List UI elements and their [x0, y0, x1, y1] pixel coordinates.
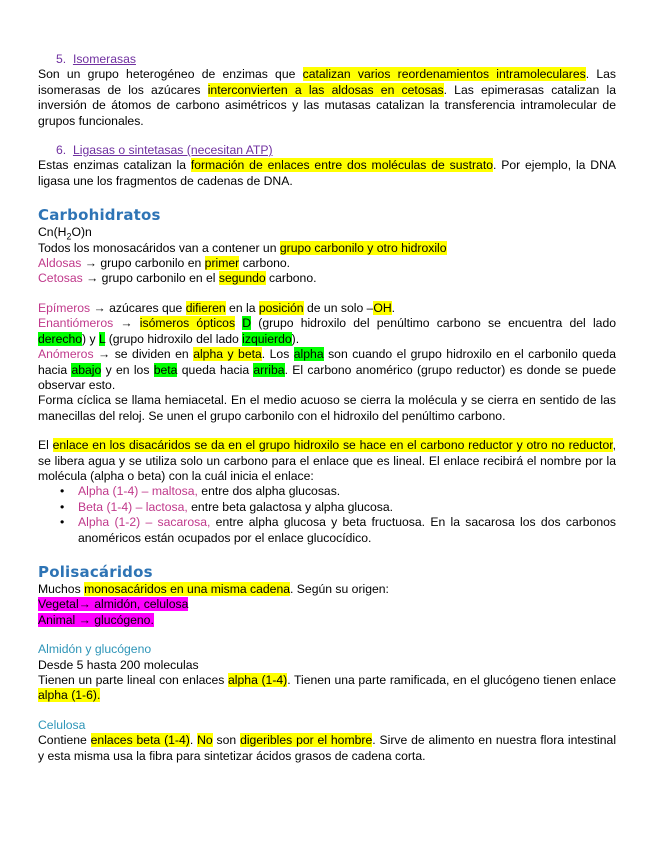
list-heading-isomerasas	[56, 52, 616, 67]
text: de un solo –	[303, 300, 374, 315]
term: Alpha (1-4) – maltosa,	[78, 484, 198, 499]
text: Estas enzimas catalizan la	[38, 158, 191, 173]
heading-almidon-glucogeno: Almidón y glucógeno	[38, 642, 152, 657]
paragraph-ligasas	[38, 158, 616, 189]
highlight: alpha y beta	[193, 347, 262, 362]
text: y en los	[101, 362, 154, 377]
text: son	[212, 733, 241, 748]
line-moleculas: Desde 5 hasta 200 moleculas	[38, 657, 199, 672]
text: (grupo hidroxilo del lado	[105, 331, 243, 346]
text: →	[113, 316, 140, 331]
text: en la	[225, 300, 259, 315]
text: Cn(H	[38, 225, 67, 240]
highlight: posición	[258, 300, 304, 315]
paragraph-enantiomeros	[38, 316, 616, 347]
text: → se dividen en	[93, 347, 194, 362]
text: entre beta galactosa y alpha glucosa.	[187, 499, 394, 514]
document-body	[38, 52, 616, 764]
text: son cuando el grupo hidroxilo en el carbonilo queda hacia	[38, 347, 616, 377]
paragraph-enlace-disacaridos	[38, 438, 616, 484]
text: Contiene	[38, 733, 91, 748]
text: entre alpha glucosa y beta fructuosa. En la sacarosa los dos carbonos anoméricos están ocupados por el enlace glucocídico.	[78, 515, 616, 545]
paragraph-monosacaridos	[38, 241, 616, 256]
text: Son un grupo heterogéneo de enzimas que	[38, 67, 303, 82]
paragraph-isomerasas	[38, 67, 616, 129]
text: → grupo carbonilo en	[81, 256, 205, 271]
highlight-green: D	[242, 316, 252, 331]
text: queda hacia	[177, 362, 254, 377]
subscript: 2	[66, 231, 72, 242]
line-epimeros	[38, 301, 616, 316]
highlight: alpha (1-6).	[38, 688, 101, 703]
line-animal	[38, 613, 616, 628]
link-isomerasas[interactable]: Isomerasas	[72, 52, 136, 66]
highlight: interconvierten a las aldosas en cetosas	[207, 82, 444, 97]
text: Tienen un parte lineal con enlaces	[38, 673, 229, 687]
text: El	[38, 438, 53, 453]
list-item-sacarosa	[78, 515, 616, 546]
term-anomeros: Anómeros	[38, 347, 94, 362]
text: .	[189, 733, 198, 748]
text: (grupo hidroxilo del penúltimo carbono se encuentra del lado	[251, 316, 616, 331]
highlight: OH	[373, 300, 392, 315]
line-cetosas	[38, 271, 616, 286]
list-item-lactosa	[78, 500, 616, 515]
text: → grupo carbonilo en el	[82, 271, 219, 286]
highlight: monosacáridos en una misma cadena	[84, 581, 291, 596]
highlight: formación de enlaces entre dos moléculas de sustrato	[190, 158, 493, 173]
highlight: alpha (1-4)	[228, 673, 288, 687]
highlight-green: L	[98, 331, 106, 346]
term-enantiomeros: Enantiómeros	[38, 316, 114, 331]
text: Todos los monosacáridos van a contener un	[38, 240, 280, 255]
heading-carbohidratos: Carbohidratos	[38, 206, 161, 225]
text: . Las isomerasas de los azúcares	[38, 67, 616, 97]
highlight-magenta: Vegetal→ almidón, celulosa	[38, 597, 189, 612]
highlight: segundo	[218, 271, 266, 286]
highlight: catalizan varios reordenamientos intramoleculares	[302, 67, 586, 82]
highlight: isómeros ópticos	[139, 316, 236, 331]
term: Beta (1-4) – lactosa,	[78, 499, 188, 514]
line-aldosas	[38, 256, 616, 271]
term-epimeros: Epímeros	[38, 300, 91, 315]
paragraph-almidon	[38, 673, 616, 704]
list-heading-ligasas	[56, 143, 616, 158]
highlight-green: arriba	[253, 362, 285, 377]
highlight: digeribles por el hombre	[240, 733, 373, 748]
text: ).	[291, 331, 300, 346]
highlight-magenta: Animal → glucógeno.	[38, 612, 154, 627]
term: Alpha (1-2) – sacarosa,	[78, 515, 211, 530]
highlight: No	[197, 733, 213, 748]
list-number: 5.	[56, 52, 67, 66]
highlight-green: izquierdo	[242, 331, 292, 346]
paragraph-anomeros	[38, 347, 616, 393]
list-number: 6.	[56, 143, 67, 158]
paragraph-polisacaridos	[38, 582, 616, 597]
text: . Sirve de alimento en nuestra flora intestinal y esta misma usa la fibra para sintetizar ácidos grasos de cadena corta.	[38, 733, 617, 763]
text: . Según su origen:	[290, 581, 389, 596]
text: . Las epimerasas catalizan la inversión de átomos de carbono asimétricos y las mutasas catalizan la transferencia intramolecular de grupos funcionales.	[38, 82, 616, 128]
text: , se libera agua y se utiliza solo un carbono para el enlace que es lineal. El enlace recibirá el nombre por la molécula (alpha o beta) con la cuál inicia el enlace:	[38, 438, 616, 483]
highlight: enlace en los disacáridos se da en el grupo hidroxilo se hace en el carbono reductor y otro no reductor	[52, 438, 613, 453]
text: . El carbono anomérico (grupo reductor) es donde se puede observar esto.	[38, 362, 616, 392]
text: carbono.	[239, 256, 291, 271]
link-ligasas[interactable]: Ligasas o sintetasas (necesitan ATP)	[72, 143, 273, 158]
text: . Por ejemplo, la DNA ligasa une los fragmentos de cadenas de DNA.	[38, 158, 617, 188]
highlight: enlaces beta (1-4)	[90, 733, 190, 748]
text: .	[391, 300, 396, 315]
text: carbono.	[265, 271, 317, 286]
highlight-green: derecho	[38, 331, 83, 346]
term-cetosas: Cetosas	[38, 271, 83, 286]
highlight-green: alpha	[293, 347, 324, 362]
text: entre dos alpha glucosas.	[197, 484, 341, 499]
term-aldosas: Aldosas	[38, 256, 82, 271]
text: ) y	[82, 331, 99, 346]
highlight: grupo carbonilo y otro hidroxilo	[279, 240, 447, 255]
formula	[38, 225, 616, 240]
text: Muchos	[38, 581, 85, 596]
paragraph-forma-ciclica: Forma cíclica se llama hemiacetal. En el medio acuoso se cierra la molécula y se cierra en sentido de las manecillas del reloj. Se unen el grupo carbonilo con el hidroxilo del penúltimo carbono.	[38, 393, 616, 423]
list-item-maltosa	[78, 484, 616, 499]
text: . Los	[261, 347, 294, 362]
text: . Tienen una parte ramificada, en el glucógeno tienen enlace	[287, 673, 616, 687]
paragraph-celulosa	[38, 733, 616, 764]
disacaridos-list	[38, 484, 616, 546]
line-vegetal	[38, 597, 616, 612]
highlight: difieren	[185, 300, 226, 315]
highlight: primer	[204, 256, 240, 271]
heading-celulosa: Celulosa	[38, 717, 86, 732]
highlight-green: abajo	[71, 362, 102, 377]
highlight-green: beta	[153, 362, 178, 377]
text: O)n	[71, 225, 92, 240]
heading-polisacaridos: Polisacáridos	[38, 562, 153, 581]
text: → azúcares que	[90, 300, 186, 315]
